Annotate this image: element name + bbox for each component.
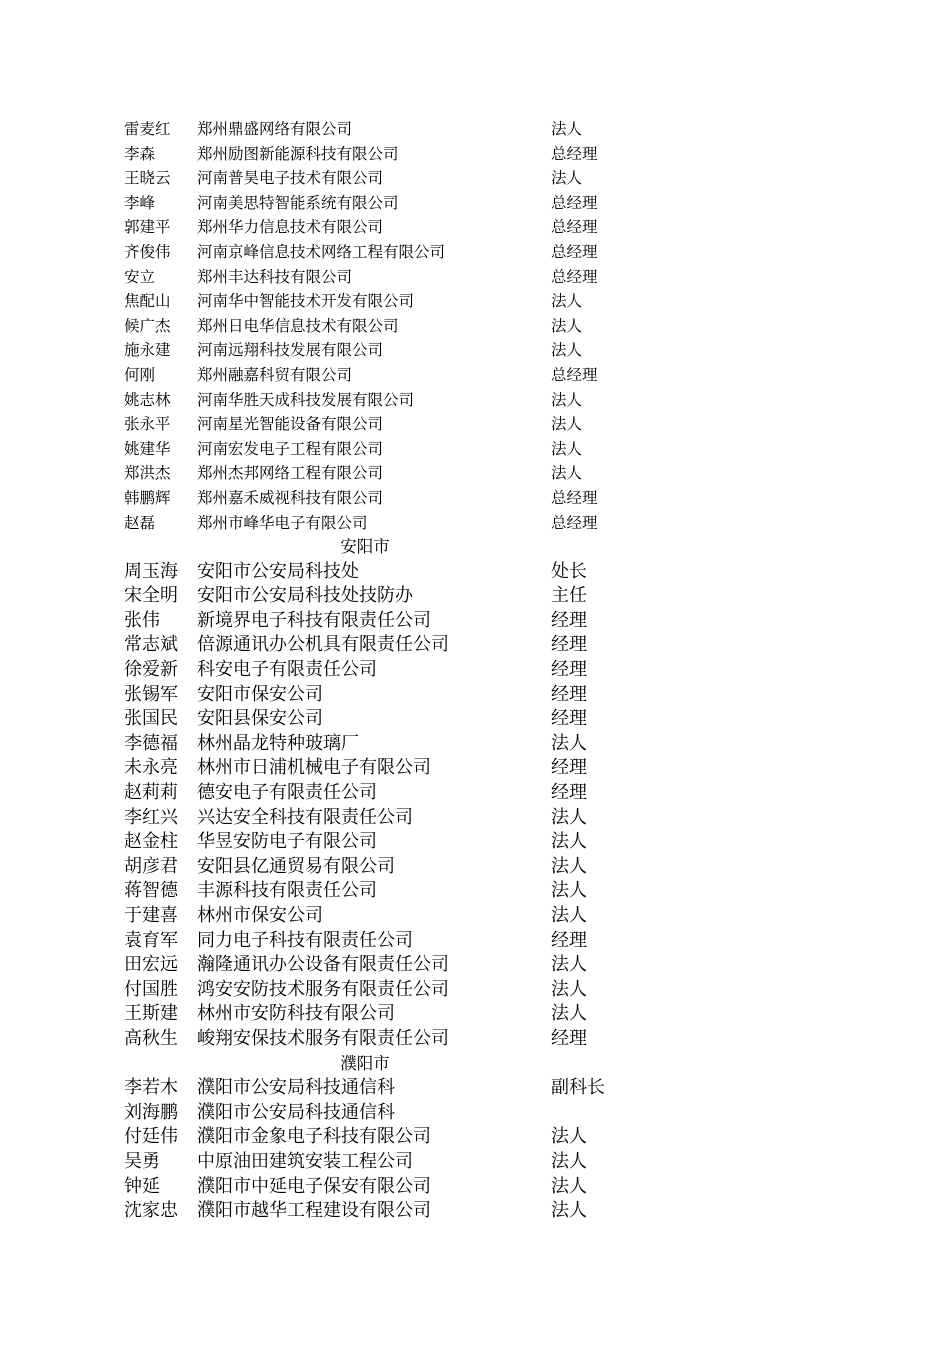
table-row — [0, 879, 950, 904]
person-name: 李若木 — [124, 1077, 178, 1099]
company-name: 鸿安安防技术服务有限责任公司 — [197, 978, 449, 1000]
job-title: 经理 — [551, 659, 587, 681]
table-row — [0, 658, 950, 683]
section-heading: 安阳市 — [340, 537, 390, 557]
person-name: 张永平 — [124, 415, 171, 434]
company-name: 科安电子有限责任公司 — [197, 659, 377, 681]
company-name: 河南普昊电子技术有限公司 — [197, 169, 384, 188]
table-row — [0, 1027, 950, 1052]
job-title: 法人 — [551, 415, 583, 434]
person-name: 张锡军 — [124, 683, 178, 705]
person-name: 郭建平 — [124, 218, 171, 237]
person-name: 候广杰 — [124, 316, 171, 335]
job-title: 法人 — [551, 316, 583, 335]
company-name: 兴达安全科技有限责任公司 — [197, 806, 413, 828]
person-name: 李德福 — [124, 732, 178, 754]
company-name: 安阳市保安公司 — [197, 683, 323, 705]
person-name: 刘海鹏 — [124, 1101, 178, 1123]
job-title: 法人 — [551, 1126, 587, 1148]
company-name: 瀚隆通讯办公设备有限责任公司 — [197, 954, 449, 976]
person-name: 张伟 — [124, 609, 160, 631]
table-row — [0, 191, 950, 216]
company-name: 安阳县亿通贸易有限公司 — [197, 855, 395, 877]
company-name: 濮阳市中延电子保安有限公司 — [197, 1175, 431, 1197]
table-row — [0, 142, 950, 167]
company-name: 郑州丰达科技有限公司 — [197, 267, 353, 286]
job-title: 法人 — [551, 954, 587, 976]
job-title: 总经理 — [551, 144, 598, 163]
job-title: 副科长 — [551, 1077, 605, 1099]
person-name: 宋全明 — [124, 585, 178, 607]
job-title: 经理 — [551, 757, 587, 779]
company-name: 濮阳市公安局科技通信科 — [197, 1077, 395, 1099]
table-row — [0, 461, 950, 486]
job-title: 法人 — [551, 120, 583, 138]
table-row — [0, 855, 950, 880]
table-row — [0, 978, 950, 1003]
person-name: 李峰 — [124, 193, 156, 212]
table-row — [0, 314, 950, 339]
table-row — [0, 633, 950, 658]
company-name: 郑州融嘉科贸有限公司 — [197, 365, 353, 384]
person-name: 张国民 — [124, 708, 178, 730]
person-name: 齐俊伟 — [124, 242, 171, 261]
person-name: 王斯建 — [124, 1003, 178, 1025]
table-row — [0, 904, 950, 929]
table-row — [0, 781, 950, 806]
person-name: 李红兴 — [124, 806, 178, 828]
person-name: 钟延 — [124, 1175, 160, 1197]
job-title: 总经理 — [551, 365, 598, 384]
job-title: 总经理 — [551, 488, 598, 507]
job-title: 总经理 — [551, 513, 598, 532]
company-name: 倍源通讯办公机具有限责任公司 — [197, 634, 449, 656]
table-row — [0, 756, 950, 781]
job-title: 法人 — [551, 341, 583, 360]
person-name: 于建喜 — [124, 905, 178, 926]
company-name: 华昱安防电子有限公司 — [197, 831, 377, 853]
table-row — [0, 732, 950, 757]
company-name: 德安电子有限责任公司 — [197, 782, 377, 804]
table-row — [0, 265, 950, 290]
company-name: 林州市日浦机械电子有限公司 — [197, 757, 431, 779]
job-title: 法人 — [551, 1003, 587, 1025]
job-title: 总经理 — [551, 267, 598, 286]
company-name: 郑州日电华信息技术有限公司 — [197, 316, 399, 335]
job-title: 法人 — [551, 169, 583, 188]
table-row — [0, 511, 950, 536]
job-title: 法人 — [551, 806, 587, 828]
job-title: 法人 — [551, 390, 583, 409]
table-row — [0, 830, 950, 855]
company-name: 河南宏发电子工程有限公司 — [197, 439, 384, 458]
table-row — [0, 117, 950, 142]
person-name: 姚建华 — [124, 439, 171, 458]
company-name: 同力电子科技有限责任公司 — [197, 929, 413, 951]
table-row — [0, 437, 950, 462]
job-title: 法人 — [551, 1200, 587, 1222]
person-name: 何刚 — [124, 365, 156, 384]
person-name: 赵磊 — [124, 513, 156, 532]
company-name: 郑州杰邦网络工程有限公司 — [197, 464, 384, 483]
person-name: 沈家忠 — [124, 1200, 178, 1222]
company-name: 濮阳市越华工程建设有限公司 — [197, 1200, 431, 1222]
table-row — [0, 486, 950, 511]
person-name: 周玉海 — [124, 560, 178, 582]
job-title: 法人 — [551, 905, 587, 926]
company-name: 河南京峰信息技术网络工程有限公司 — [197, 242, 446, 261]
job-title: 法人 — [551, 292, 583, 311]
person-name: 王晓云 — [124, 169, 171, 188]
table-row — [0, 806, 950, 831]
job-title: 处长 — [551, 560, 587, 582]
job-title: 法人 — [551, 464, 583, 483]
job-title: 法人 — [551, 1150, 587, 1172]
company-name: 郑州嘉禾威视科技有限公司 — [197, 488, 384, 507]
table-row — [0, 289, 950, 314]
table-row — [0, 388, 950, 413]
person-name: 安立 — [124, 267, 156, 286]
person-name: 蒋智德 — [124, 880, 178, 902]
table-row — [0, 240, 950, 265]
company-name: 河南美思特智能系统有限公司 — [197, 193, 399, 212]
company-name: 郑州华力信息技术有限公司 — [197, 218, 384, 237]
company-name: 濮阳市金象电子科技有限公司 — [197, 1126, 431, 1148]
table-row — [0, 338, 950, 363]
company-name: 林州市保安公司 — [197, 905, 323, 926]
job-title: 经理 — [551, 782, 587, 804]
company-name: 河南星光智能设备有限公司 — [197, 415, 384, 434]
table-row — [0, 363, 950, 388]
company-name: 安阳市公安局科技处技防办 — [197, 585, 413, 607]
table-row — [0, 412, 950, 437]
job-title: 总经理 — [551, 193, 598, 212]
company-name: 安阳县保安公司 — [197, 708, 323, 730]
company-name: 新境界电子科技有限责任公司 — [197, 609, 431, 631]
company-name: 濮阳市公安局科技通信科 — [197, 1101, 395, 1123]
company-name: 郑州励图新能源科技有限公司 — [197, 144, 399, 163]
person-name: 高秋生 — [124, 1027, 178, 1049]
section-heading: 濮阳市 — [340, 1053, 390, 1073]
job-title: 经理 — [551, 708, 587, 730]
job-title: 总经理 — [551, 242, 598, 261]
table-row — [0, 1101, 950, 1126]
table-row — [0, 1175, 950, 1200]
job-title: 法人 — [551, 439, 583, 458]
table-row — [0, 707, 950, 732]
table-row — [0, 929, 950, 954]
company-name: 郑州市峰华电子有限公司 — [197, 513, 368, 532]
company-name: 郑州鼎盛网络有限公司 — [197, 120, 353, 138]
table-row — [0, 1125, 950, 1150]
job-title: 法人 — [551, 1175, 587, 1197]
job-title: 经理 — [551, 609, 587, 631]
company-name: 林州市安防科技有限公司 — [197, 1003, 395, 1025]
company-name: 峻翔安保技术服务有限责任公司 — [197, 1027, 449, 1049]
person-name: 未永亮 — [124, 757, 178, 779]
person-name: 田宏远 — [124, 954, 178, 976]
person-name: 胡彦君 — [124, 855, 178, 877]
contact-list-document — [0, 117, 950, 1224]
table-row — [0, 683, 950, 708]
table-row — [0, 609, 950, 634]
company-name: 中原油田建筑安装工程公司 — [197, 1150, 413, 1172]
company-name: 丰源科技有限责任公司 — [197, 880, 377, 902]
company-name: 林州晶龙特种玻璃厂 — [197, 732, 359, 754]
job-title: 经理 — [551, 683, 587, 705]
person-name: 焦配山 — [124, 292, 171, 311]
table-row — [0, 1199, 950, 1224]
job-title: 法人 — [551, 880, 587, 902]
company-name: 安阳市公安局科技处 — [197, 560, 359, 582]
job-title: 经理 — [551, 634, 587, 656]
table-row — [0, 953, 950, 978]
company-name: 河南远翔科技发展有限公司 — [197, 341, 384, 360]
person-name: 付廷伟 — [124, 1126, 178, 1148]
person-name: 付国胜 — [124, 978, 178, 1000]
person-name: 吴勇 — [124, 1150, 160, 1172]
person-name: 郑洪杰 — [124, 464, 171, 483]
company-name: 河南华胜天成科技发展有限公司 — [197, 390, 415, 409]
job-title: 法人 — [551, 978, 587, 1000]
person-name: 李森 — [124, 144, 156, 163]
person-name: 施永建 — [124, 341, 171, 360]
job-title: 法人 — [551, 855, 587, 877]
job-title: 主任 — [551, 585, 587, 607]
job-title: 总经理 — [551, 218, 598, 237]
table-row — [0, 1150, 950, 1175]
person-name: 姚志林 — [124, 390, 171, 409]
table-row — [0, 166, 950, 191]
person-name: 赵金柱 — [124, 831, 178, 853]
person-name: 赵莉莉 — [124, 782, 178, 804]
table-row — [0, 1076, 950, 1101]
company-name: 河南华中智能技术开发有限公司 — [197, 292, 415, 311]
person-name: 袁育军 — [124, 929, 178, 951]
table-row — [0, 584, 950, 609]
job-title: 经理 — [551, 1027, 587, 1049]
person-name: 徐爱新 — [124, 659, 178, 681]
table-row — [0, 215, 950, 240]
job-title: 法人 — [551, 831, 587, 853]
person-name: 常志斌 — [124, 634, 178, 656]
table-row — [0, 1002, 950, 1027]
table-row — [0, 560, 950, 585]
job-title: 法人 — [551, 732, 587, 754]
person-name: 雷麦红 — [124, 120, 171, 138]
person-name: 韩鹏辉 — [124, 488, 171, 507]
job-title: 经理 — [551, 929, 587, 951]
